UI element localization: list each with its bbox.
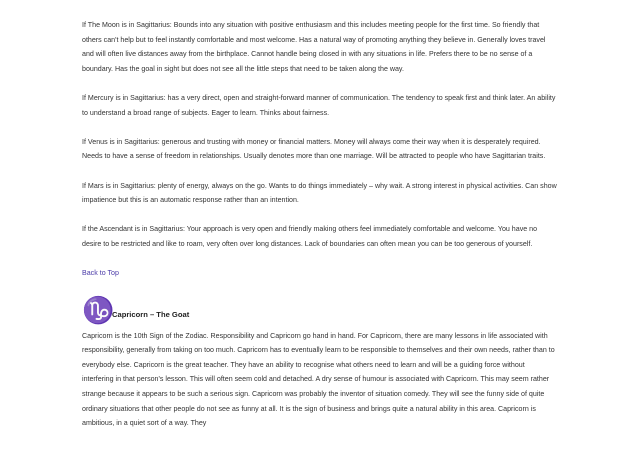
back-to-top-link[interactable]: Back to Top [82, 269, 119, 278]
moon-in-sagittarius-paragraph: If The Moon is in Sagittarius: Bounds into any situation with positive enthusiasm and this includes meeting people for the first time. So friendly that others can't help but to feel instantly comfortable and most welcome. Has a natural way of promoting anything they believe in. Generally loves travel and will often live distances away from the birthplace. Cannot handle being closed in with any situations in life. Prefers there to be no sense of a boundary. Has the goal in sight but does not see all the little steps that need to be taken along the way. [82, 21, 546, 73]
ascendant-in-sagittarius-paragraph: If the Ascendant is in Sagittarius: Your approach is very open and friendly making others feel immediately comfortable and welcome. You have no desire to be restricted and like to roam, very often over long distances. Lack of boundaries can often mean you can be too generous of yourself. [82, 225, 538, 248]
venus-in-sagittarius-paragraph: If Venus is in Sagittarius: generous and trusting with money or financial matters. Money will always come their way when it is desperately required. Needs to have a sense of freedom in relationships. Usually denotes more than one marriage. Will be attracted to people who have Sagittarian traits. [82, 137, 546, 161]
article-content [82, 18, 558, 445]
capricorn-description-paragraph: Capricorn is the 10th Sign of the Zodiac. Responsibility and Capricorn go hand in hand. For Capricorn, there are many lessons in life associated with responsibility, generally from taking on too much. Capricorn has to eventually learn to be responsible to themselves and their own needs, rather than to everybody else. Capricorn is the great teacher. They have an ability to recognise what others need to learn and will be a guiding force without interfering in that person's lesson. This will often seem cold and detached. A dry sense of humour is associated with Capricorn. This may seem rather strange because it appears to be such a serious sign. Capricorn was probably the inventor of situation comedy. They will see the funny side of quite ordinary situations that other people do not see as funny at all. It is the sign of business and brings quite a natural ability in this area. Capricorn is ambitious, in a quiet sort of a way. They [82, 331, 555, 428]
mars-in-sagittarius-paragraph: If Mars is in Sagittarius: plenty of energy, always on the go. Wants to do things immediately – why wait. A strong interest in physical activities. Can show impatience but this is an automatic response rather than an intention. [82, 181, 557, 205]
capricorn-symbol-icon: ♑ [82, 295, 115, 326]
capricorn-heading [82, 295, 558, 325]
mercury-in-sagittarius-paragraph: If Mercury is in Sagittarius: has a very direct, open and straight-forward manner of communication. The tendency to speak first and think later. An ability to understand a broad range of subjects. Eager to learn. Thinks about fairness. [82, 93, 556, 117]
sign-title: Capricorn – The Goat [112, 310, 190, 320]
